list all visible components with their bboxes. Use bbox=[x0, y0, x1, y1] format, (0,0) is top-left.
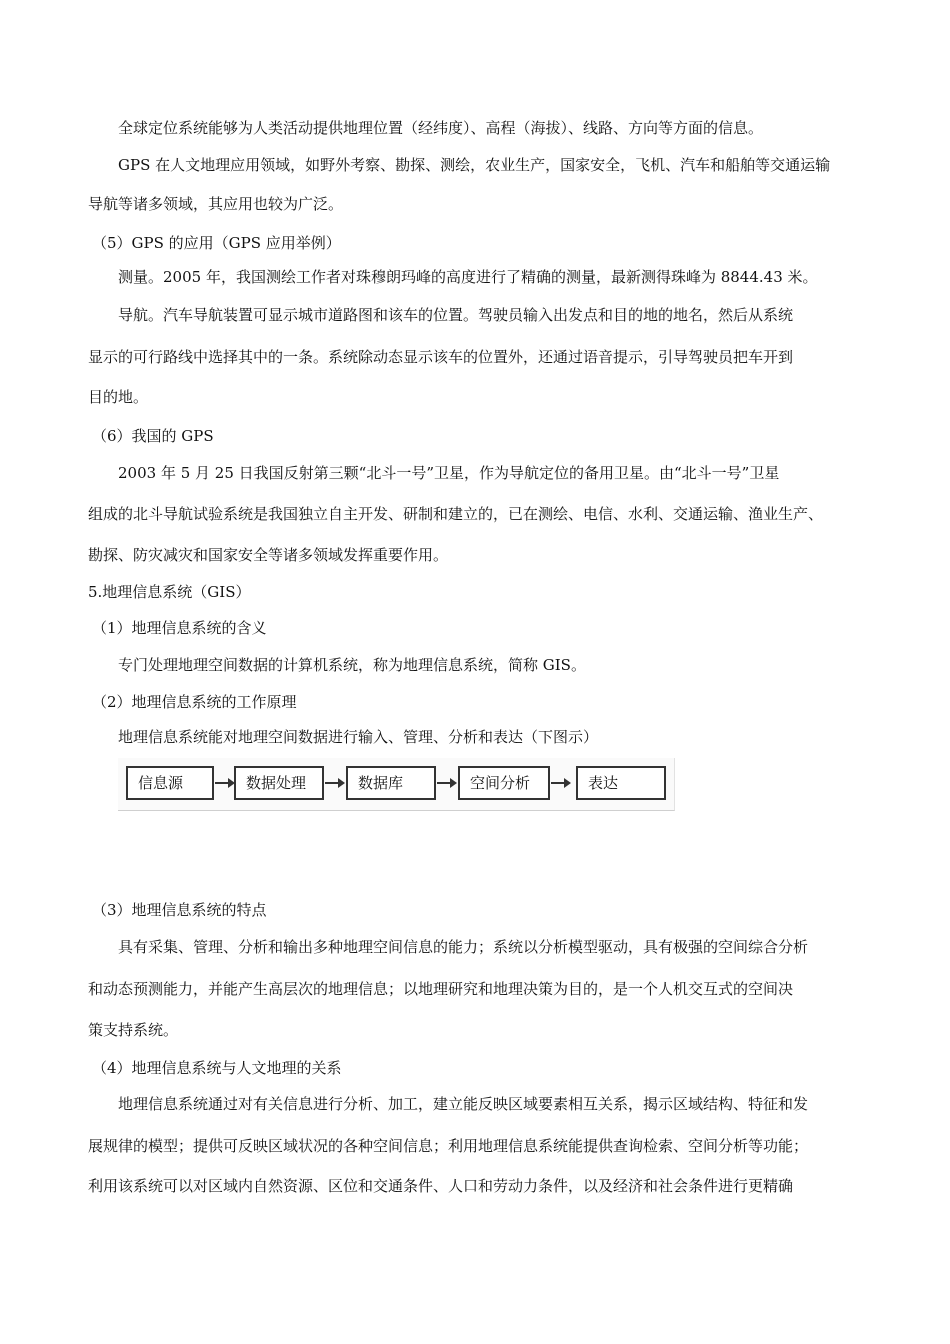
paragraph-beidou-line1: 2003 年 5 月 25 日我国反射第三颗“北斗一号”卫星，作为导航定位的备用卫星。由“北斗一号”卫星 bbox=[118, 464, 780, 482]
paragraph-measurement: 测量。2005 年，我国测绘工作者对珠穆朗玛峰的高度进行了精确的测量，最新测得珠峰为 8844.43 米。 bbox=[118, 268, 818, 286]
flow-arrow bbox=[551, 782, 565, 784]
paragraph-navigation-line1: 导航。汽车导航装置可显示城市道路图和该车的位置。驾驶员输入出发点和目的地的地名，然后从系统 bbox=[118, 306, 794, 324]
heading-gis-features: （3）地理信息系统的特点 bbox=[92, 901, 267, 919]
paragraph-gis-features-line3: 策支持系统。 bbox=[88, 1021, 179, 1039]
paragraph-gis-features-line2: 和动态预测能力，并能产生高层次的地理信息；以地理研究和地理决策为目的，是一个人机交互式的空间决 bbox=[88, 980, 794, 998]
flow-step-expression: 表达 bbox=[576, 766, 666, 800]
gis-flowchart bbox=[118, 758, 675, 811]
paragraph-gis-principle: 地理信息系统能对地理空间数据进行输入、管理、分析和表达（下图示） bbox=[118, 728, 599, 746]
paragraph-navigation-line3: 目的地。 bbox=[88, 388, 149, 406]
paragraph-gps-info: 全球定位系统能够为人类活动提供地理位置（经纬度）、高程（海拔）、线路、方向等方面的信息。 bbox=[118, 119, 764, 137]
paragraph-navigation-line2: 显示的可行路线中选择其中的一条。系统除动态显示该车的位置外，还通过语音提示，引导驾驶员把车开到 bbox=[88, 348, 794, 366]
flow-arrow bbox=[437, 782, 451, 784]
flow-arrow bbox=[325, 782, 339, 784]
paragraph-gis-definition: 专门处理地理空间数据的计算机系统，称为地理信息系统，简称 GIS。 bbox=[118, 656, 586, 674]
flow-arrow bbox=[215, 782, 229, 784]
heading-gis-principle: （2）地理信息系统的工作原理 bbox=[92, 693, 297, 711]
flow-step-data-processing: 数据处理 bbox=[234, 766, 324, 800]
paragraph-beidou-line2: 组成的北斗导航试验系统是我国独立自主开发、研制和建立的，已在测绘、电信、水利、交通运输、渔业生产、 bbox=[88, 505, 824, 523]
flow-step-database: 数据库 bbox=[346, 766, 436, 800]
paragraph-gps-applications-line1: GPS 在人文地理应用领域，如野外考察、勘探、测绘，农业生产，国家安全，飞机、汽车和船舶等交通运输 bbox=[118, 156, 831, 174]
paragraph-gis-relation-line2: 展规律的模型；提供可反映区域状况的各种空间信息；利用地理信息系统能提供查询检索、空间分析等功能； bbox=[88, 1137, 809, 1155]
flow-step-info-source: 信息源 bbox=[126, 766, 214, 800]
paragraph-gps-applications-line2: 导航等诸多领域，其应用也较为广泛。 bbox=[88, 195, 344, 213]
flow-step-spatial-analysis: 空间分析 bbox=[458, 766, 550, 800]
heading-china-gps: （6）我国的 GPS bbox=[92, 427, 214, 445]
paragraph-gis-features-line1: 具有采集、管理、分析和输出多种地理空间信息的能力；系统以分析模型驱动，具有极强的空间综合分析 bbox=[118, 938, 809, 956]
heading-gps-application: （5）GPS 的应用（GPS 应用举例） bbox=[92, 234, 341, 252]
heading-gis: 5.地理信息系统（GIS） bbox=[88, 583, 251, 601]
heading-gis-relation: （4）地理信息系统与人文地理的关系 bbox=[92, 1059, 342, 1077]
paragraph-gis-relation-line1: 地理信息系统通过对有关信息进行分析、加工，建立能反映区域要素相互关系，揭示区域结构、特征和发 bbox=[118, 1095, 809, 1113]
paragraph-beidou-line3: 勘探、防灾减灾和国家安全等诸多领域发挥重要作用。 bbox=[88, 546, 449, 564]
heading-gis-meaning: （1）地理信息系统的含义 bbox=[92, 619, 267, 637]
paragraph-gis-relation-line3: 利用该系统可以对区域内自然资源、区位和交通条件、人口和劳动力条件，以及经济和社会条件进行更精确 bbox=[88, 1177, 794, 1195]
